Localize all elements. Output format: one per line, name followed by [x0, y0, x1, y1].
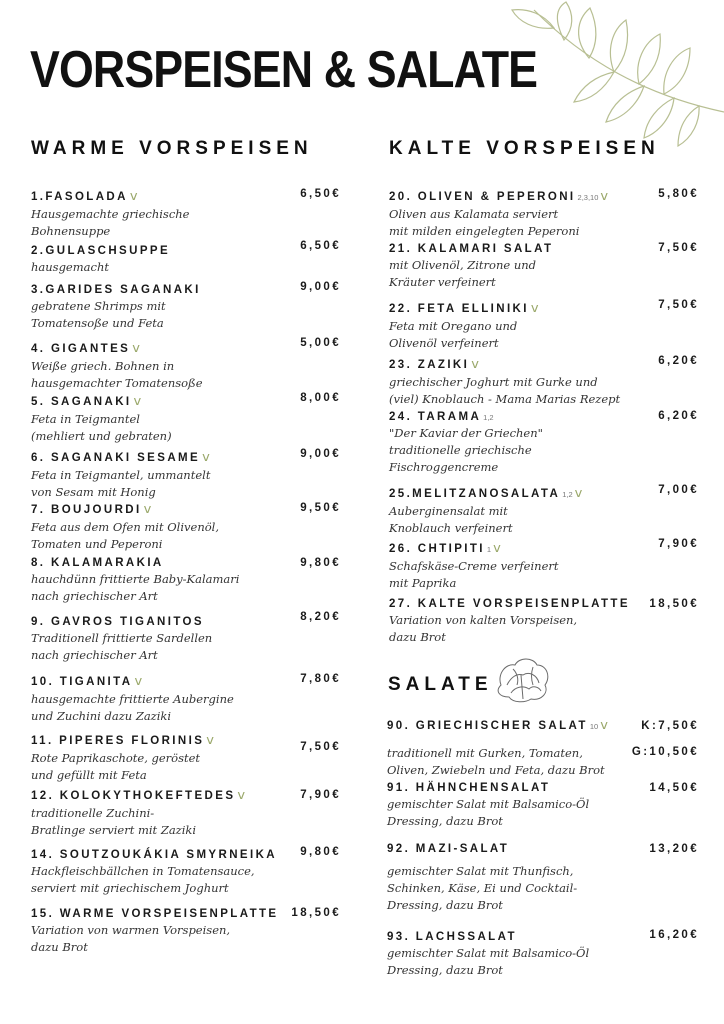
description-line: mit milden eingelegten Peperoni — [389, 224, 580, 238]
menu-item — [31, 245, 286, 276]
item-description — [31, 922, 286, 956]
menu-item — [31, 188, 286, 240]
item-description — [31, 519, 286, 553]
item-name — [31, 673, 286, 689]
item-name — [31, 188, 286, 204]
item-name-text: 27. KALTE VORSPEISENPLATTE — [389, 598, 630, 610]
item-name — [389, 243, 651, 255]
item-name — [31, 908, 286, 920]
description-line: Oliven aus Kalamata serviert — [389, 207, 559, 221]
item-name — [31, 449, 286, 465]
item-name — [387, 931, 639, 943]
item-description — [31, 805, 286, 839]
description-line: Dressing, dazu Brot — [387, 814, 503, 828]
vegetarian-icon: ⅴ — [237, 787, 246, 802]
vegetarian-icon: ⅴ — [574, 485, 583, 500]
item-name-text: 92. MAZI-SALAT — [387, 843, 510, 855]
item-description — [31, 411, 286, 445]
section-title-cold: KALTE VORSPEISEN — [389, 138, 660, 159]
description-line: gemischter Salat mit Balsamico-Öl — [387, 797, 590, 811]
description-line: hausgemachte frittierte Aubergine — [31, 692, 234, 706]
item-name-text: 14. SOUTZOUKÁKIA SMYRNEIKA — [31, 849, 277, 861]
description-line: und gefüllt mit Feta — [31, 768, 147, 782]
item-price: 9,00€ — [300, 281, 341, 293]
menu-item — [31, 908, 286, 956]
item-price: 9,50€ — [300, 502, 341, 514]
menu-item — [31, 849, 286, 897]
vegetarian-icon: ⅴ — [143, 501, 152, 516]
item-description — [389, 612, 651, 646]
menu-item — [389, 485, 651, 537]
item-name-text: 3.GARIDES SAGANAKI — [31, 284, 201, 296]
item-price: 6,50€ — [300, 240, 341, 252]
item-name — [389, 188, 651, 204]
vegetarian-icon: ⅴ — [133, 393, 142, 408]
item-price: 7,90€ — [300, 789, 341, 801]
description-line: Traditionell frittierte Sardellen — [31, 631, 213, 645]
item-price: 8,00€ — [300, 392, 341, 404]
menu-item — [31, 449, 286, 501]
item-name — [389, 411, 651, 423]
item-description — [31, 863, 286, 897]
item-name-text: 6. SAGANAKI SESAME — [31, 452, 201, 464]
menu-item — [387, 931, 639, 979]
item-name — [31, 340, 286, 356]
allergen-codes: 1 — [486, 545, 492, 554]
item-description — [387, 945, 639, 979]
description-line: gemischter Salat mit Balsamico-Öl — [387, 946, 590, 960]
item-name-text: 23. ZAZIKI — [389, 359, 470, 371]
item-description — [31, 630, 286, 664]
item-price: 7,50€ — [300, 741, 341, 753]
description-line: Schafskäse-Creme verfeinert — [389, 559, 559, 573]
item-price: 13,20€ — [649, 843, 699, 855]
item-name — [31, 849, 286, 861]
description-line: griechischer Joghurt mit Gurke und — [389, 375, 598, 389]
item-name — [389, 300, 651, 316]
description-line: Tomatensoße und Feta — [31, 316, 164, 330]
item-price: 8,20€ — [300, 611, 341, 623]
description-line: Knoblauch verfeinert — [389, 521, 513, 535]
description-line: hausgemacht — [31, 260, 109, 274]
menu-item — [387, 843, 639, 914]
item-name-text: 4. GIGANTES — [31, 343, 131, 355]
item-description — [387, 796, 639, 830]
item-price: 6,20€ — [658, 410, 699, 422]
lettuce-icon — [493, 655, 551, 703]
menu-item — [31, 284, 286, 332]
item-description — [31, 571, 286, 605]
item-name — [31, 616, 286, 628]
description-line: Auberginensalat mit — [389, 504, 508, 518]
item-name — [389, 540, 651, 556]
item-name-text: 24. TARAMA — [389, 411, 482, 423]
menu-item — [389, 411, 651, 476]
item-price: K:7,50€ — [641, 720, 699, 732]
item-name — [31, 245, 286, 257]
item-name — [31, 501, 286, 517]
item-price: 6,20€ — [658, 355, 699, 367]
menu-item — [31, 732, 286, 784]
allergen-codes: 10 — [589, 722, 599, 731]
item-price: 16,20€ — [649, 929, 699, 941]
description-line: Feta aus dem Ofen mit Olivenöl, — [31, 520, 219, 534]
item-name-text: 5. SAGANAKI — [31, 396, 132, 408]
item-name — [31, 284, 286, 296]
item-name-text: 9. GAVROS TIGANITOS — [31, 616, 204, 628]
item-name-text: 7. BOUJOURDI — [31, 504, 142, 516]
description-line: nach griechischer Art — [31, 589, 158, 603]
item-name-text: 91. HÄHNCHENSALAT — [387, 782, 551, 794]
menu-item — [31, 501, 286, 553]
vegetarian-icon: ⅴ — [134, 673, 143, 688]
description-line: Feta in Teigmantel — [31, 412, 140, 426]
item-name-text: 20. OLIVEN & PEPERONI — [389, 191, 576, 203]
item-price: 6,50€ — [300, 188, 341, 200]
description-line: (mehliert und gebraten) — [31, 429, 172, 443]
description-line: traditionelle griechische — [389, 443, 532, 457]
menu-item — [389, 243, 651, 291]
description-line: Olivenöl verfeinert — [389, 336, 499, 350]
item-description — [387, 745, 639, 779]
item-price: 7,50€ — [658, 299, 699, 311]
menu-item — [387, 782, 639, 830]
description-line: Bohnensuppe — [31, 224, 111, 238]
vegetarian-icon: ⅴ — [206, 732, 214, 747]
item-name-text: 1.FASOLADA — [31, 191, 128, 203]
item-description — [389, 318, 651, 352]
vegetarian-icon: ⅴ — [493, 540, 501, 555]
menu-item — [389, 356, 651, 408]
description-line: gebratene Shrimps mit — [31, 299, 166, 313]
description-line: Fischroggencreme — [389, 460, 499, 474]
description-line: serviert mit griechischem Joghurt — [31, 881, 229, 895]
vegetarian-icon: ⅴ — [132, 340, 140, 355]
description-line: Tomaten und Peperoni — [31, 537, 163, 551]
item-description — [31, 750, 286, 784]
item-name — [389, 356, 651, 372]
item-name-text: 90. GRIECHISCHER SALAT — [387, 720, 588, 732]
menu-item — [389, 540, 651, 592]
description-line: traditionell mit Gurken, Tomaten, — [387, 746, 583, 760]
vegetarian-icon: ⅴ — [202, 449, 210, 464]
item-price: 18,50€ — [649, 598, 699, 610]
item-name — [387, 843, 639, 855]
item-name — [31, 732, 286, 748]
item-name-text: 11. PIPERES FLORINIS — [31, 735, 205, 747]
item-description — [389, 206, 651, 240]
menu-item — [389, 598, 651, 646]
item-description — [31, 467, 286, 501]
item-description — [31, 691, 286, 725]
item-name — [389, 485, 651, 501]
allergen-codes: 2,3,10 — [577, 193, 599, 202]
description-line: Weiße griech. Bohnen in — [31, 359, 175, 373]
section-title-warm: WARME VORSPEISEN — [31, 138, 313, 159]
item-price: 5,00€ — [300, 337, 341, 349]
item-name-text: 21. KALAMARI SALAT — [389, 243, 554, 255]
item-description — [31, 259, 286, 276]
item-price-large: G:10,50€ — [631, 746, 699, 758]
menu-item — [387, 717, 639, 779]
item-price: 7,80€ — [300, 673, 341, 685]
description-line: Kräuter verfeinert — [389, 275, 496, 289]
description-line: Schinken, Käse, Ei und Cocktail- — [387, 881, 578, 895]
item-price: 18,50€ — [291, 907, 341, 919]
description-line: nach griechischer Art — [31, 648, 158, 662]
item-description — [389, 374, 651, 408]
menu-item — [389, 300, 651, 352]
item-name-text: 93. LACHSSALAT — [387, 931, 517, 943]
item-name — [31, 393, 286, 409]
menu-item — [31, 557, 286, 605]
item-name-text: 26. CHTIPITI — [389, 543, 485, 555]
menu-item — [31, 787, 286, 839]
description-line: Bratlinge serviert mit Zaziki — [31, 823, 197, 837]
item-name-text: 25.MELITZANOSALATA — [389, 488, 561, 500]
item-name-text: 15. WARME VORSPEISENPLATTE — [31, 908, 279, 920]
item-name-text: 10. TIGANITA — [31, 676, 133, 688]
item-name — [31, 557, 286, 569]
description-line: (viel) Knoblauch - Mama Marias Rezept — [389, 392, 621, 406]
description-line: mit Paprika — [389, 576, 457, 590]
item-price: 9,00€ — [300, 448, 341, 460]
section-title-salads: SALATE — [388, 674, 493, 695]
allergen-codes: 1,2 — [483, 413, 494, 422]
description-line: Hausgemachte griechische — [31, 207, 190, 221]
item-name — [387, 782, 639, 794]
item-price: 7,90€ — [658, 538, 699, 550]
description-line: "Der Kaviar der Griechen" — [389, 426, 543, 440]
allergen-codes: 1,2 — [562, 490, 573, 499]
description-line: Feta mit Oregano und — [389, 319, 518, 333]
vegetarian-icon: ⅴ — [600, 188, 609, 203]
item-price: 9,80€ — [300, 557, 341, 569]
item-description — [31, 206, 286, 240]
item-price: 7,00€ — [658, 484, 699, 496]
menu-item — [31, 340, 286, 392]
description-line: Dressing, dazu Brot — [387, 898, 503, 912]
item-name-text: 2.GULASCHSUPPE — [31, 245, 171, 257]
description-line: Variation von warmen Vorspeisen, — [31, 923, 231, 937]
description-line: Oliven, Zwiebeln und Feta, dazu Brot — [387, 763, 605, 777]
description-line: mit Olivenöl, Zitrone und — [389, 258, 537, 272]
vegetarian-icon: ⅴ — [471, 356, 479, 371]
menu-item — [31, 673, 286, 725]
item-name — [387, 717, 639, 733]
description-line: gemischter Salat mit Thunfisch, — [387, 864, 574, 878]
item-description — [31, 358, 286, 392]
item-name — [389, 598, 651, 610]
description-line: traditionelle Zuchini- — [31, 806, 155, 820]
item-name-text: 22. FETA ELLINIKI — [389, 303, 529, 315]
page-title: VORSPEISEN & SALATE — [30, 41, 538, 99]
item-description — [389, 425, 651, 476]
item-description — [31, 298, 286, 332]
item-price: 9,80€ — [300, 846, 341, 858]
description-line: Feta in Teigmantel, ummantelt — [31, 468, 211, 482]
description-line: Hackfleischbällchen in Tomatensauce, — [31, 864, 255, 878]
description-line: Dressing, dazu Brot — [387, 963, 503, 977]
description-line: und Zuchini dazu Zaziki — [31, 709, 172, 723]
item-price: 14,50€ — [649, 782, 699, 794]
menu-item — [31, 393, 286, 445]
item-description — [389, 558, 651, 592]
vegetarian-icon: ⅴ — [129, 188, 138, 203]
item-description — [389, 257, 651, 291]
menu-item — [389, 188, 651, 240]
vegetarian-icon: ⅴ — [600, 717, 608, 732]
description-line: hauchdünn frittierte Baby-Kalamari — [31, 572, 240, 586]
item-name — [31, 787, 286, 803]
menu-item — [31, 616, 286, 664]
item-description — [387, 863, 639, 914]
description-line: von Sesam mit Honig — [31, 485, 156, 499]
description-line: hausgemachter Tomatensoße — [31, 376, 203, 390]
item-description — [389, 503, 651, 537]
description-line: dazu Brot — [389, 630, 446, 644]
description-line: dazu Brot — [31, 940, 88, 954]
item-name-text: 8. KALAMARAKIA — [31, 557, 164, 569]
description-line: Variation von kalten Vorspeisen, — [389, 613, 578, 627]
vegetarian-icon: ⅴ — [530, 300, 539, 315]
description-line: Rote Paprikaschote, geröstet — [31, 751, 201, 765]
item-name-text: 12. KOLOKYTHOKEFTEDES — [31, 790, 236, 802]
item-price: 5,80€ — [658, 188, 699, 200]
item-price: 7,50€ — [658, 242, 699, 254]
